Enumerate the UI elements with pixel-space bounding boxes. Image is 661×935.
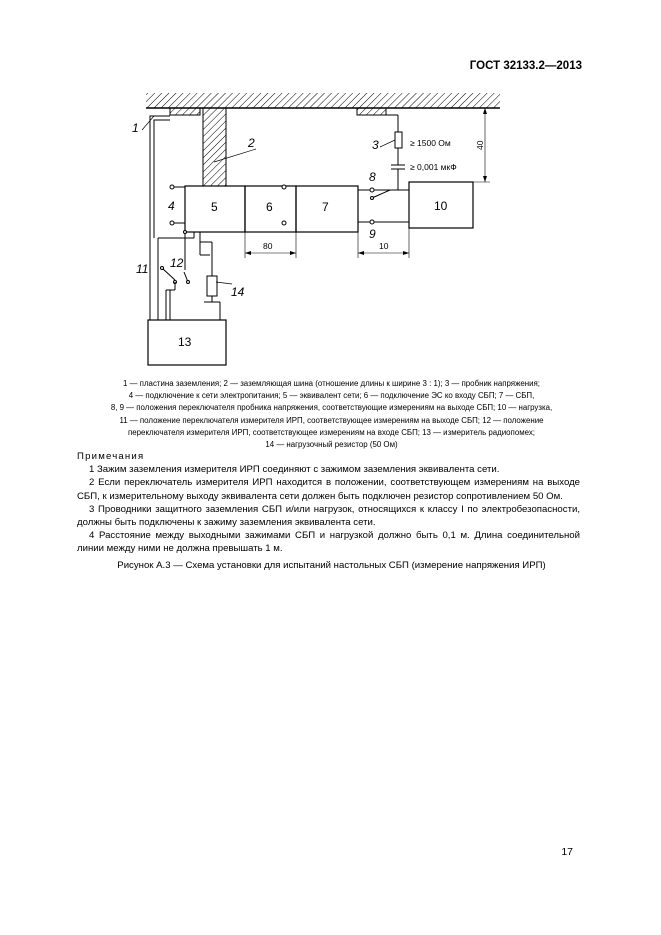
legend-line: 4 — подключение к сети электропитания; 5 — эквивалент сети; 6 — подключение ЭС ко входу СБП; 7 — СБП, [128, 391, 535, 401]
dimension-80: 80 [263, 241, 273, 251]
label-11: 11 [136, 262, 149, 276]
label-5: 5 [211, 200, 218, 214]
document-header: ГОСТ 32133.2—2013 [469, 60, 582, 72]
load-resistor [207, 276, 217, 296]
note-item: 1 Зажим заземления измерителя ИРП соединяют с зажимом заземления эквивалента сети. [89, 464, 500, 476]
label-2: 2 [248, 136, 255, 150]
legend-line: 1 — пластина заземления; 2 — заземляющая шина (отношение длины к ширине 3 : 1); 3 — пробник напряжения; [123, 379, 540, 388]
grounding-plate-right [357, 108, 386, 115]
ground-plane-hatch [146, 93, 500, 108]
label-10: 10 [434, 199, 448, 213]
label-12: 12 [170, 256, 184, 270]
label-13: 13 [178, 335, 192, 349]
resistance-value: ≥ 1500 Ом [410, 138, 451, 148]
grounding-plate-left [170, 108, 200, 115]
label-8: 8 [369, 170, 376, 184]
figure-legend [64, 378, 599, 451]
page-number: 17 [561, 846, 573, 858]
note-item: 3 Проводники защитного заземления СБП и/или нагрузок, относящихся к классу I по электробезопасности, должны быть подключены к зажиму заземления эквивалента сети. [77, 503, 580, 529]
notes-title: Примечания [77, 451, 145, 462]
dimension-40: 40 [475, 140, 485, 150]
figure-caption: Рисунок А.3 — Схема установки для испытаний настольных СБП (измерение напряжения ИРП) [117, 560, 546, 571]
probe-resistor [395, 132, 402, 148]
grounding-bus [203, 108, 226, 186]
legend-line: 8, 9 — положения переключателя пробника напряжения, соответствующие измерениям на выходе СБП; 10 — нагрузка, [110, 403, 553, 413]
notes-section [77, 450, 580, 556]
dimension-10: 10 [379, 241, 389, 251]
capacitance-value: ≥ 0,001 мкФ [410, 162, 457, 172]
label-14: 14 [231, 285, 245, 299]
note-item: 4 Расстояние между выходными зажимами СБП и нагрузкой должно быть 0,1 м. Длина соединительной линии между ними не должна превышать 1 м. [77, 530, 580, 555]
note-item: 2 Если переключатель измерителя ИРП находится в положении, соответствующем измерениям на выходе СБП, к измерительному выходу эквивалента сети должен быть подключен резистор сопротивлением 50 Ом. [77, 477, 580, 502]
label-6: 6 [266, 200, 273, 214]
ground-conductor-outer [150, 116, 170, 238]
label-1: 1 [132, 121, 139, 135]
label-3: 3 [372, 138, 379, 152]
test-setup-diagram [0, 0, 661, 380]
ground-conductor-inner [154, 120, 170, 238]
legend-line: 14 — нагрузочный резистор (50 Ом) [265, 440, 398, 450]
label-7: 7 [322, 200, 329, 214]
label-4: 4 [168, 199, 175, 213]
legend-line: переключателя измерителя ИРП, соответствующее измерениям на входе СБП; 13 — измеритель радиопомех; [128, 427, 535, 437]
legend-line: 11 — положение переключателя измерителя ИРП, соответствующее измерениям на выходе СБП; 12 — положение [119, 415, 544, 425]
label-9: 9 [369, 227, 376, 241]
